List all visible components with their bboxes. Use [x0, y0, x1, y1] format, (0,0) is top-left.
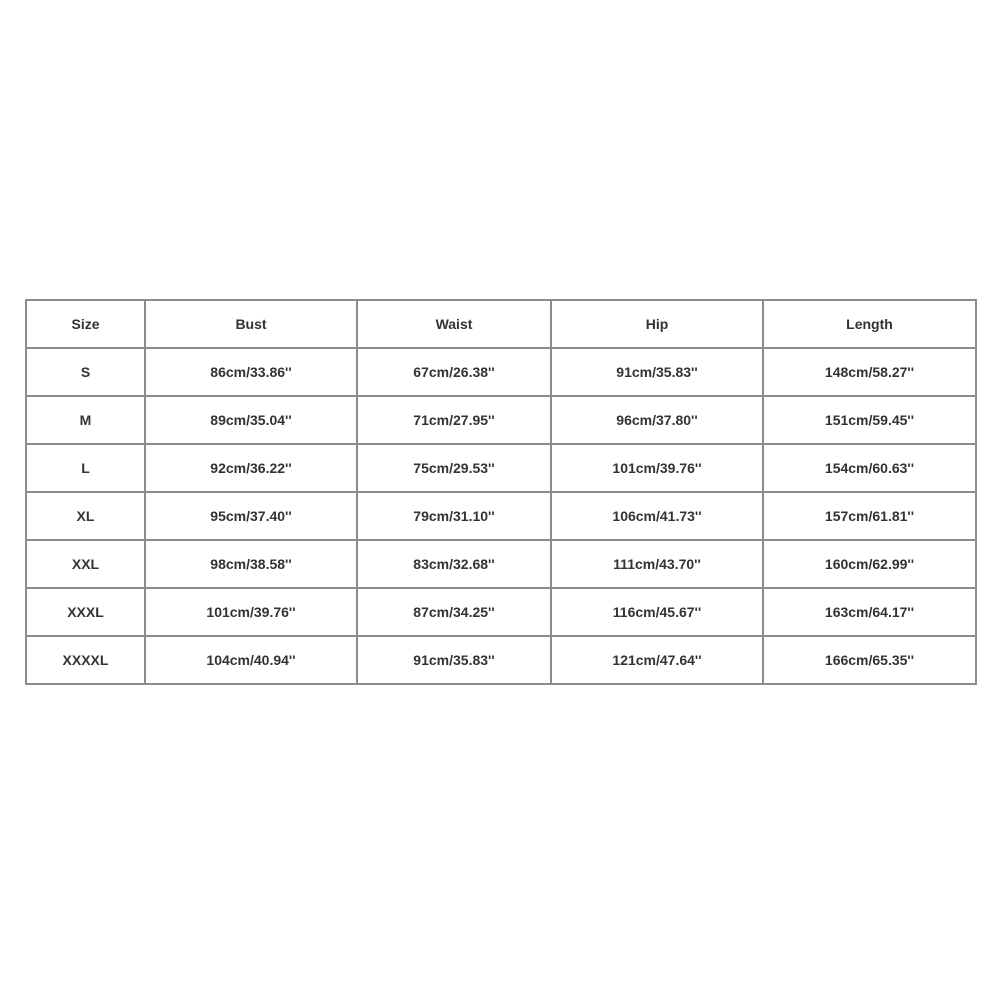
hip-cell: 111cm/43.70'': [551, 540, 763, 588]
bust-cell: 86cm/33.86'': [145, 348, 357, 396]
hip-cell: 121cm/47.64'': [551, 636, 763, 684]
waist-cell: 91cm/35.83'': [357, 636, 551, 684]
waist-cell: 67cm/26.38'': [357, 348, 551, 396]
table-row: [26, 636, 976, 684]
table-row: [26, 348, 976, 396]
table-row: [26, 444, 976, 492]
length-cell: 157cm/61.81'': [763, 492, 976, 540]
length-cell: 154cm/60.63'': [763, 444, 976, 492]
header-bust: Bust: [145, 300, 357, 348]
hip-cell: 91cm/35.83'': [551, 348, 763, 396]
hip-cell: 116cm/45.67'': [551, 588, 763, 636]
table-row: [26, 540, 976, 588]
size-cell: M: [26, 396, 145, 444]
hip-cell: 96cm/37.80'': [551, 396, 763, 444]
bust-cell: 101cm/39.76'': [145, 588, 357, 636]
size-cell: XXXXL: [26, 636, 145, 684]
waist-cell: 87cm/34.25'': [357, 588, 551, 636]
bust-cell: 95cm/37.40'': [145, 492, 357, 540]
size-cell: XL: [26, 492, 145, 540]
bust-cell: 98cm/38.58'': [145, 540, 357, 588]
waist-cell: 71cm/27.95'': [357, 396, 551, 444]
waist-cell: 75cm/29.53'': [357, 444, 551, 492]
size-cell: S: [26, 348, 145, 396]
bust-cell: 92cm/36.22'': [145, 444, 357, 492]
length-cell: 160cm/62.99'': [763, 540, 976, 588]
bust-cell: 89cm/35.04'': [145, 396, 357, 444]
waist-cell: 83cm/32.68'': [357, 540, 551, 588]
header-hip: Hip: [551, 300, 763, 348]
hip-cell: 101cm/39.76'': [551, 444, 763, 492]
size-cell: L: [26, 444, 145, 492]
hip-cell: 106cm/41.73'': [551, 492, 763, 540]
length-cell: 163cm/64.17'': [763, 588, 976, 636]
length-cell: 148cm/58.27'': [763, 348, 976, 396]
size-cell: XXL: [26, 540, 145, 588]
header-waist: Waist: [357, 300, 551, 348]
table-row: [26, 588, 976, 636]
length-cell: 151cm/59.45'': [763, 396, 976, 444]
bust-cell: 104cm/40.94'': [145, 636, 357, 684]
length-cell: 166cm/65.35'': [763, 636, 976, 684]
waist-cell: 79cm/31.10'': [357, 492, 551, 540]
header-length: Length: [763, 300, 976, 348]
table-row: [26, 396, 976, 444]
size-chart-table: [25, 299, 977, 685]
size-cell: XXXL: [26, 588, 145, 636]
header-size: Size: [26, 300, 145, 348]
table-row: [26, 492, 976, 540]
header-row: [26, 300, 976, 348]
